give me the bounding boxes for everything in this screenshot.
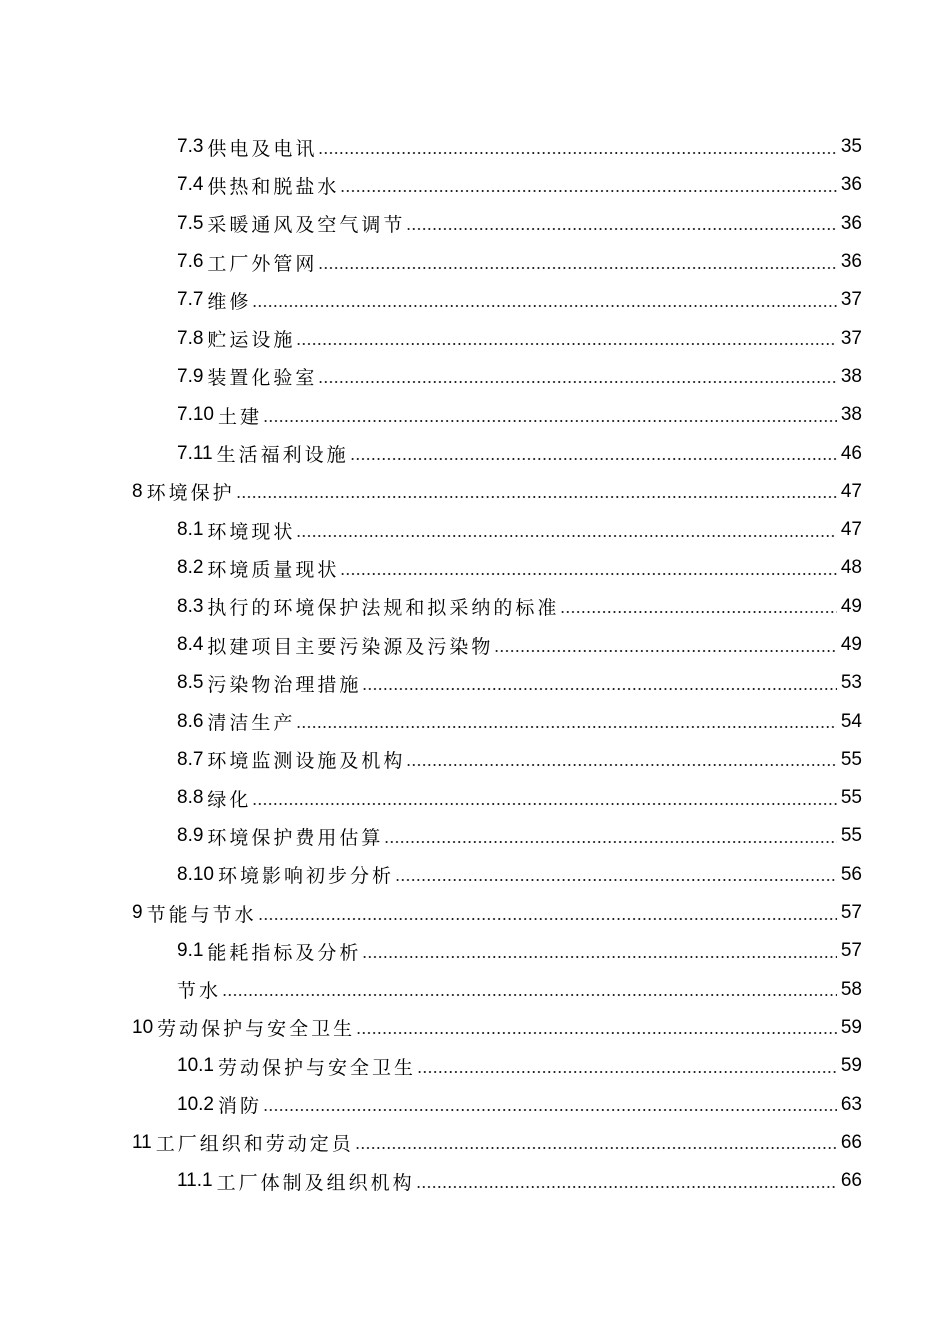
toc-entry-page: 49: [840, 595, 862, 617]
toc-entry-number: 8.3: [177, 595, 204, 617]
toc-entry-page: 49: [840, 634, 862, 655]
toc-section-entry[interactable]: [0, 434, 950, 472]
toc-entry-title: 装置化验室: [207, 367, 318, 390]
toc-entry-line: [177, 976, 862, 1003]
toc-entry-title: 环境影响初步分析: [217, 865, 394, 888]
toc-entry-line: [177, 134, 862, 161]
dot-leader: [355, 1135, 837, 1154]
toc-entry-line: [177, 938, 862, 965]
toc-entry-number: 8.10: [177, 863, 214, 885]
toc-entry-number: 11.1: [177, 1170, 213, 1192]
toc-chapter-entry[interactable]: [0, 1124, 950, 1162]
toc-entry-line: [132, 1129, 862, 1156]
toc-entry-number: 7.6: [177, 251, 204, 273]
toc-entry-line: [177, 287, 862, 314]
toc-entry-title: 贮运设施: [207, 329, 296, 352]
toc-entry-number: 7.11: [177, 442, 213, 464]
toc-entry-page: 38: [840, 404, 862, 426]
toc-entry-line: [177, 670, 862, 697]
toc-entry-title: 拟建项目主要污染源及污染物: [207, 635, 494, 658]
toc-entry-number: 7.8: [177, 327, 204, 349]
toc-entry-line: [177, 708, 862, 735]
dot-leader: [318, 140, 837, 159]
toc-entry-number: 8.6: [177, 710, 204, 732]
dot-leader: [318, 255, 837, 274]
toc-entry-title: 环境监测设施及机构: [207, 750, 406, 773]
toc-entry-page: 37: [840, 327, 862, 349]
toc-entry-line: [132, 1014, 862, 1041]
toc-section-entry[interactable]: [0, 1047, 950, 1085]
toc-section-entry[interactable]: [0, 702, 950, 740]
toc-entry-page: 54: [840, 710, 862, 732]
toc-section-entry[interactable]: [0, 166, 950, 204]
toc-section-entry[interactable]: [0, 358, 950, 396]
toc-entry-title: 维修: [207, 290, 252, 313]
dot-leader: [318, 369, 837, 388]
toc-entry-line: [177, 440, 862, 467]
toc-entry-line: [177, 1053, 862, 1080]
toc-entry-page: 36: [840, 174, 862, 196]
toc-entry-title: 节能与节水: [146, 903, 257, 926]
toc-entry-number: 8.9: [177, 825, 204, 847]
toc-entry-page: 66: [840, 1131, 862, 1153]
toc-entry-line: [177, 325, 862, 352]
toc-entry-line: [177, 363, 862, 390]
toc-entry-title: 执行的环境保护法规和拟采纳的标准: [207, 597, 560, 620]
toc-entry-title: 土建: [217, 405, 262, 428]
dot-leader: [406, 216, 837, 235]
dot-leader: [296, 523, 837, 542]
toc-entry-number: 11: [132, 1131, 152, 1153]
toc-entry-number: 8.2: [177, 557, 204, 579]
dot-leader: [395, 867, 837, 886]
toc-entry-page: 55: [840, 825, 862, 847]
toc-entry-number: 10.1: [177, 1055, 214, 1077]
table-of-contents: [0, 128, 950, 1200]
toc-entry-page: 55: [840, 787, 862, 809]
toc-section-entry[interactable]: [0, 626, 950, 664]
toc-chapter-entry[interactable]: [0, 894, 950, 932]
dot-leader: [406, 752, 837, 771]
toc-entry-line: [132, 900, 862, 927]
toc-entry-page: 59: [840, 1016, 862, 1038]
toc-entry-page: 59: [840, 1055, 862, 1077]
toc-section-entry[interactable]: [0, 856, 950, 894]
toc-entry-page: 58: [840, 978, 862, 1000]
toc-entry-title: 环境保护: [146, 482, 235, 505]
toc-entry-number: 8.8: [177, 787, 204, 809]
toc-entry-number: 8: [132, 480, 143, 502]
dot-leader: [296, 331, 837, 350]
toc-entry-number: 7.10: [177, 404, 214, 426]
toc-entry-page: 36: [840, 251, 862, 273]
toc-entry-number: 8.1: [177, 519, 204, 541]
toc-section-entry[interactable]: [0, 549, 950, 587]
toc-entry-page: 47: [840, 519, 862, 541]
toc-entry-line: [177, 249, 862, 276]
toc-entry-title: 绿化: [207, 788, 252, 811]
toc-entry-page: 47: [840, 480, 862, 502]
toc-entry-title: 供热和脱盐水: [207, 175, 340, 198]
toc-entry-number: 8.5: [177, 672, 204, 694]
toc-entry-number: 9: [132, 902, 143, 924]
dot-leader: [356, 1020, 837, 1039]
toc-entry-page: 66: [840, 1170, 862, 1192]
toc-entry-page: 56: [840, 863, 862, 885]
toc-entry-title: 工厂外管网: [207, 252, 318, 275]
toc-entry-line: [177, 172, 862, 199]
toc-entry-page: 63: [840, 1093, 862, 1115]
dot-leader: [263, 1097, 837, 1116]
toc-entry-line: [177, 785, 862, 812]
toc-section-entry[interactable]: [0, 779, 950, 817]
toc-section-entry[interactable]: [0, 319, 950, 357]
toc-entry-title: 环境质量现状: [207, 558, 340, 581]
toc-section-entry[interactable]: [0, 817, 950, 855]
toc-entry-line: [177, 517, 862, 544]
toc-entry-line: [177, 402, 862, 429]
toc-entry-title: 节水: [177, 980, 222, 1003]
dot-leader: [417, 1059, 837, 1078]
toc-section-entry[interactable]: [0, 1085, 950, 1123]
toc-entry-title: 环境保护费用估算: [207, 826, 384, 849]
toc-entry-page: 53: [840, 672, 862, 694]
toc-entry-line: [177, 1091, 862, 1118]
toc-entry-title: 采暖通风及空气调节: [207, 214, 406, 237]
toc-chapter-entry[interactable]: [0, 1009, 950, 1047]
toc-entry-line: [177, 746, 862, 773]
toc-entry-line: [177, 823, 862, 850]
toc-entry-page: 36: [840, 212, 862, 234]
dot-leader: [340, 178, 837, 197]
toc-entry-title: 清洁生产: [207, 712, 296, 735]
toc-entry-title: 污染物治理措施: [207, 673, 362, 696]
toc-entry-number: 8.7: [177, 748, 204, 770]
toc-section-entry[interactable]: [0, 1162, 950, 1200]
toc-entry-number: 7.7: [177, 289, 204, 311]
toc-section-entry[interactable]: [0, 128, 950, 166]
dot-leader: [296, 714, 837, 733]
toc-entry-page: 57: [840, 940, 862, 962]
toc-entry-title: 消防: [217, 1095, 262, 1118]
toc-entry-page: 46: [840, 442, 862, 464]
toc-entry-page: 35: [840, 136, 862, 158]
toc-entry-title: 供电及电讯: [207, 137, 318, 160]
dot-leader: [258, 906, 837, 925]
toc-entry-page: 57: [840, 902, 862, 924]
toc-entry-number: 10.2: [177, 1093, 214, 1115]
dot-leader: [236, 484, 837, 503]
toc-entry-line: [177, 555, 862, 582]
toc-entry-number: 7.4: [177, 174, 204, 196]
toc-entry-page: 38: [840, 365, 862, 387]
dot-leader: [350, 446, 837, 465]
toc-entry-number: 7.3: [177, 136, 204, 158]
dot-leader: [560, 599, 837, 618]
toc-entry-number: 7.5: [177, 212, 204, 234]
toc-section-entry[interactable]: [0, 281, 950, 319]
toc-entry-page: 37: [840, 289, 862, 311]
dot-leader: [263, 408, 837, 427]
dot-leader: [252, 791, 837, 810]
dot-leader: [416, 1174, 837, 1193]
toc-section-entry[interactable]: [0, 511, 950, 549]
toc-entry-line: [177, 861, 862, 888]
toc-section-entry[interactable]: [0, 664, 950, 702]
toc-entry-line: [177, 632, 862, 659]
toc-entry-page: 55: [840, 748, 862, 770]
toc-entry-line: [177, 210, 862, 237]
toc-entry-number: 9.1: [177, 940, 204, 962]
toc-entry-line: [177, 593, 862, 620]
toc-entry-number: 8.4: [177, 634, 204, 655]
toc-section-entry[interactable]: [0, 932, 950, 970]
toc-entry-title: 劳动保护与安全卫生: [217, 1056, 416, 1079]
toc-entry-line: [177, 1168, 862, 1195]
toc-entry-title: 环境现状: [207, 520, 296, 543]
toc-section-entry[interactable]: [0, 588, 950, 626]
dot-leader: [252, 293, 837, 312]
dot-leader: [362, 676, 837, 695]
toc-entry-number: 7.9: [177, 365, 204, 387]
dot-leader: [340, 561, 837, 580]
toc-entry-title: 工厂体制及组织机构: [216, 1171, 415, 1194]
toc-entry-title: 能耗指标及分析: [207, 941, 362, 964]
toc-entry-page: 48: [840, 557, 862, 579]
toc-entry-title: 生活福利设施: [216, 444, 349, 467]
toc-section-entry[interactable]: [0, 396, 950, 434]
toc-entry-line: [132, 478, 862, 505]
toc-section-entry[interactable]: [0, 971, 950, 1009]
toc-entry-title: 劳动保护与安全卫生: [157, 1018, 356, 1041]
dot-leader: [384, 829, 837, 848]
toc-section-entry[interactable]: [0, 205, 950, 243]
toc-section-entry[interactable]: [0, 741, 950, 779]
toc-entry-title: 工厂组织和劳动定员: [155, 1133, 354, 1156]
dot-leader: [494, 638, 837, 657]
toc-section-entry[interactable]: [0, 243, 950, 281]
dot-leader: [362, 944, 837, 963]
dot-leader: [222, 982, 837, 1001]
toc-chapter-entry[interactable]: [0, 473, 950, 511]
toc-entry-number: 10: [132, 1016, 154, 1038]
